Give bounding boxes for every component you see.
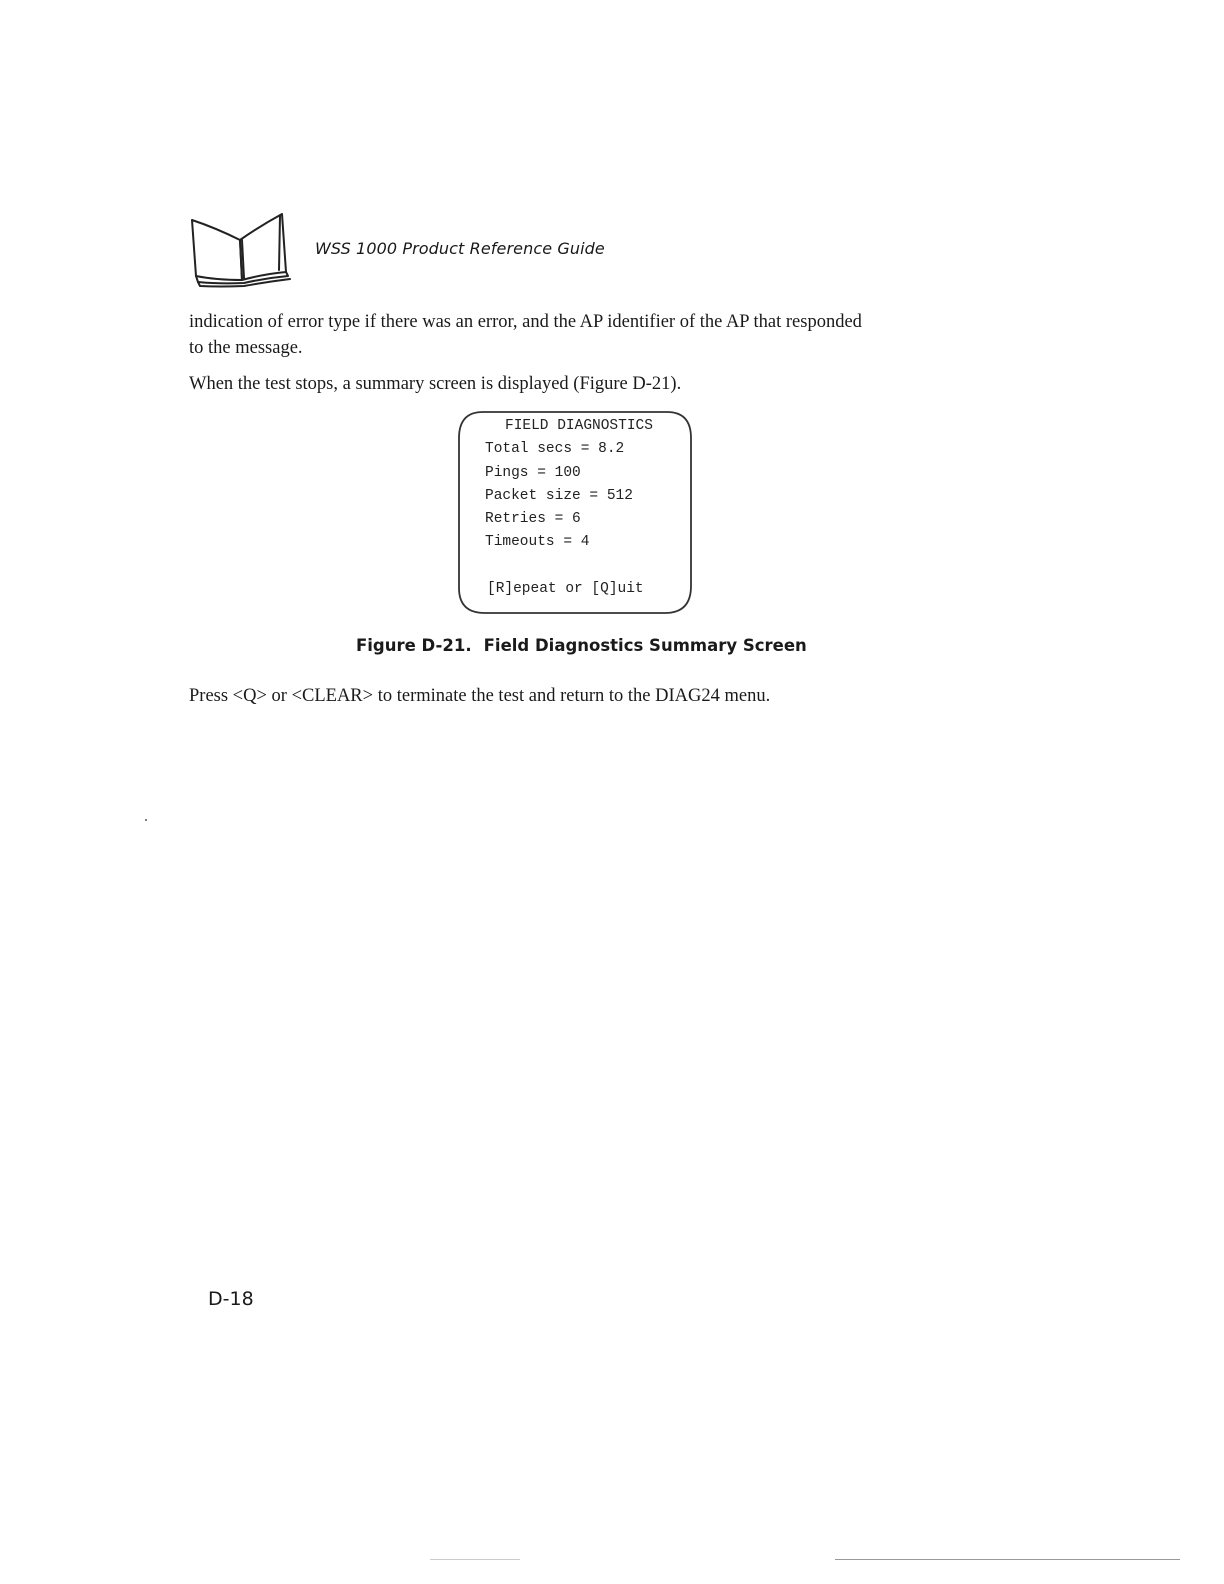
paragraph-intro — [189, 309, 862, 361]
figure-title: Field Diagnostics Summary Screen — [483, 636, 807, 655]
screen-line-timeouts: Timeouts = 4 — [485, 534, 590, 550]
page-number: D-18 — [208, 1288, 254, 1310]
scan-speck — [145, 819, 147, 821]
diagnostics-screen-figure — [457, 410, 693, 615]
figure-caption — [356, 636, 807, 655]
screen-line-pings: Pings = 100 — [485, 465, 581, 481]
screen-title: FIELD DIAGNOSTICS — [505, 418, 653, 434]
screen-prompt: [R]epeat or [Q]uit — [487, 581, 644, 597]
running-header: WSS 1000 Product Reference Guide — [315, 239, 605, 258]
figure-number: Figure D-21. — [356, 636, 472, 655]
paragraph-intro-line-2: to the message. — [189, 338, 303, 358]
screen-line-total-secs: Total secs = 8.2 — [485, 441, 625, 457]
paragraph-press-q: Press <Q> or <CLEAR> to terminate the test and return to the DIAG24 menu. — [189, 686, 771, 706]
scan-edge-line-faint — [430, 1559, 520, 1560]
paragraph-intro-line-1: indication of error type if there was an error, and the AP identifier of the AP that responded — [189, 312, 862, 332]
scan-edge-line — [835, 1559, 1180, 1560]
screen-line-retries: Retries = 6 — [485, 511, 581, 527]
paragraph-test-stops: When the test stops, a summary screen is displayed (Figure D-21). — [189, 374, 682, 394]
open-book-icon — [186, 210, 292, 288]
screen-line-packet-size: Packet size = 512 — [485, 488, 633, 504]
